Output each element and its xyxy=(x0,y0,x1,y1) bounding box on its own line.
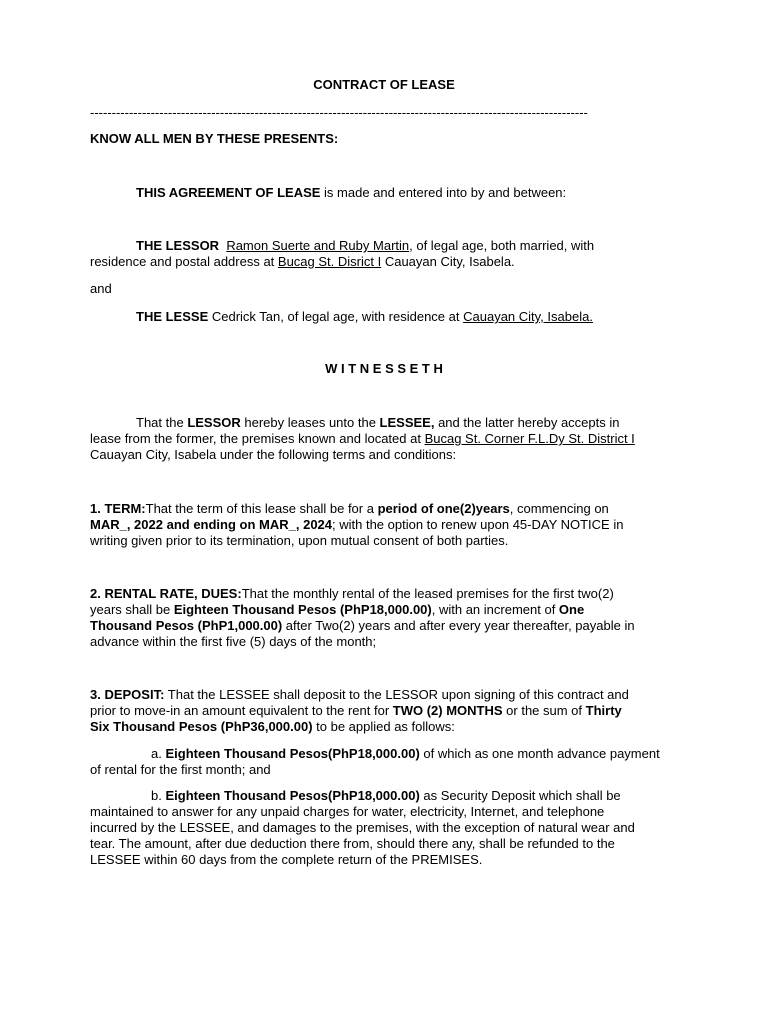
lessee-address: Cauayan City, Isabela. xyxy=(463,309,593,324)
item-b-line-4: tear. The amount, after due deduction there from, should there any, shall be refunded to the xyxy=(90,836,615,851)
witnesseth-heading: W I T N E S S E T H xyxy=(325,361,443,376)
and-word: and xyxy=(90,281,112,296)
item-b-line-5: LESSEE within 60 days from the complete return of the PREMISES. xyxy=(90,852,483,867)
lessor-clause-line-2: residence and postal address at Bucag St. Disrict I Cauayan City, Isabela. xyxy=(90,254,515,269)
rental-heading: 2. RENTAL RATE, DUES: xyxy=(90,586,242,601)
intro-line-3: Cauayan City, Isabela under the following terms and conditions: xyxy=(90,447,457,462)
item-b-line-3: incurred by the LESSEE, and damages to the premises, with the exception of natural wear and xyxy=(90,820,635,835)
term-heading: 1. TERM: xyxy=(90,501,146,516)
item-b-line-2: maintained to answer for any unpaid charges for water, electricity, Internet, and telephone xyxy=(90,804,605,819)
agreement-clause: THIS AGREEMENT OF LEASE is made and entered into by and between: xyxy=(136,185,567,200)
deposit-heading: 3. DEPOSIT: xyxy=(90,687,165,702)
term-line-2: MAR_, 2022 and ending on MAR_, 2024; with the option to renew upon 45-DAY NOTICE in xyxy=(90,517,624,532)
deposit-line-3: Six Thousand Pesos (PhP36,000.00) to be applied as follows: xyxy=(90,719,455,734)
intro-line-1: That the LESSOR hereby leases unto the LESSEE, and the latter hereby accepts in xyxy=(136,415,620,430)
rental-line-1: 2. RENTAL RATE, DUES:That the monthly rental of the leased premises for the first two(2) xyxy=(90,586,614,601)
document-title: CONTRACT OF LEASE xyxy=(313,77,455,92)
lessee-clause: THE LESSE Cedrick Tan, of legal age, with residence at Cauayan City, Isabela. xyxy=(136,309,593,324)
term-line-3: writing given prior to its termination, upon mutual consent of both parties. xyxy=(90,533,509,548)
rental-line-3: Thousand Pesos (PhP1,000.00) after Two(2) years and after every year thereafter, payable in xyxy=(90,618,635,633)
rental-line-4: advance within the first five (5) days of the month; xyxy=(90,634,377,649)
item-a-line-2: of rental for the first month; and xyxy=(90,762,271,777)
item-b-line-1: b. Eighteen Thousand Pesos(PhP18,000.00) as Security Deposit which shall be xyxy=(151,788,621,803)
deposit-line-1: 3. DEPOSIT: That the LESSEE shall deposit to the LESSOR upon signing of this contract and xyxy=(90,687,629,702)
lessor-names: Ramon Suerte and Ruby Martin xyxy=(226,238,410,253)
preamble: KNOW ALL MEN BY THESE PRESENTS: xyxy=(90,131,339,146)
lessor-address: Bucag St. Disrict I xyxy=(277,254,382,269)
lessor-clause-line-1: THE LESSOR Ramon Suerte and Ruby Martin, of legal age, both married, with xyxy=(136,238,595,253)
item-a-line-1: a. Eighteen Thousand Pesos(PhP18,000.00) of which as one month advance payment xyxy=(151,746,660,761)
rental-line-2: years shall be Eighteen Thousand Pesos (PhP18,000.00), with an increment of One xyxy=(90,602,585,617)
divider-line: ------------------------------------------------------------------------------------------------------------------- xyxy=(90,105,588,120)
term-line-1: 1. TERM:That the term of this lease shall be for a period of one(2)years, commencing on xyxy=(90,501,609,516)
deposit-line-2: prior to move-in an amount equivalent to the rent for TWO (2) MONTHS or the sum of Thirty xyxy=(90,703,622,718)
premises-address: Bucag St. Corner F.L.Dy St. District I xyxy=(424,431,635,446)
intro-line-2: lease from the former, the premises known and located at Bucag St. Corner F.L.Dy St. District I xyxy=(90,431,635,446)
